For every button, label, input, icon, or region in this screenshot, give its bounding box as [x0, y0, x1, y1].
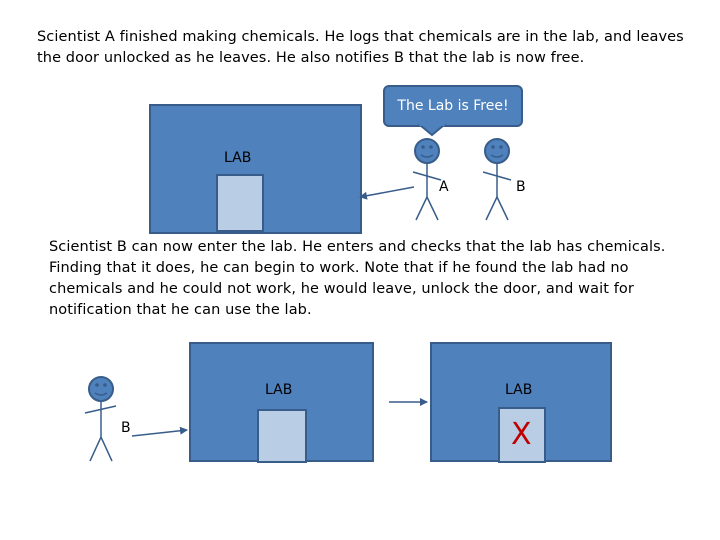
scientist-b-figure-bottom	[85, 377, 116, 461]
intro-paragraph: Scientist A finished making chemicals. He logs that chemicals are in the lab, and leaves the door unlocked as he leaves. He also notifies B that the lab is now free.	[37, 29, 684, 66]
lab-label-bottom-right: LAB	[505, 382, 533, 398]
scientist-b-label-bottom: B	[121, 420, 131, 436]
lab-label-bottom-left: LAB	[265, 382, 293, 398]
no-chemicals-x-mark: X	[511, 417, 532, 452]
scientist-b-figure-top	[483, 139, 511, 220]
scientist-a-figure	[413, 139, 441, 220]
arrow-a-to-lab	[360, 187, 414, 197]
lab-free-callout: The Lab is Free!	[383, 85, 523, 127]
callout-pointer	[419, 122, 445, 135]
arrow-b-to-lab	[132, 430, 187, 436]
scientist-a-label: A	[439, 179, 449, 195]
scientist-b-label-top: B	[516, 179, 526, 195]
lab-label-top: LAB	[224, 150, 252, 166]
explanation-paragraph: Scientist B can now enter the lab. He enters and checks that the lab has chemicals. Finding that it does, he can begin to work. Note that if he found the lab had no chemicals and he could not work, he would leave, unlock the door, and wait for notification that he can use the lab.	[49, 239, 666, 318]
